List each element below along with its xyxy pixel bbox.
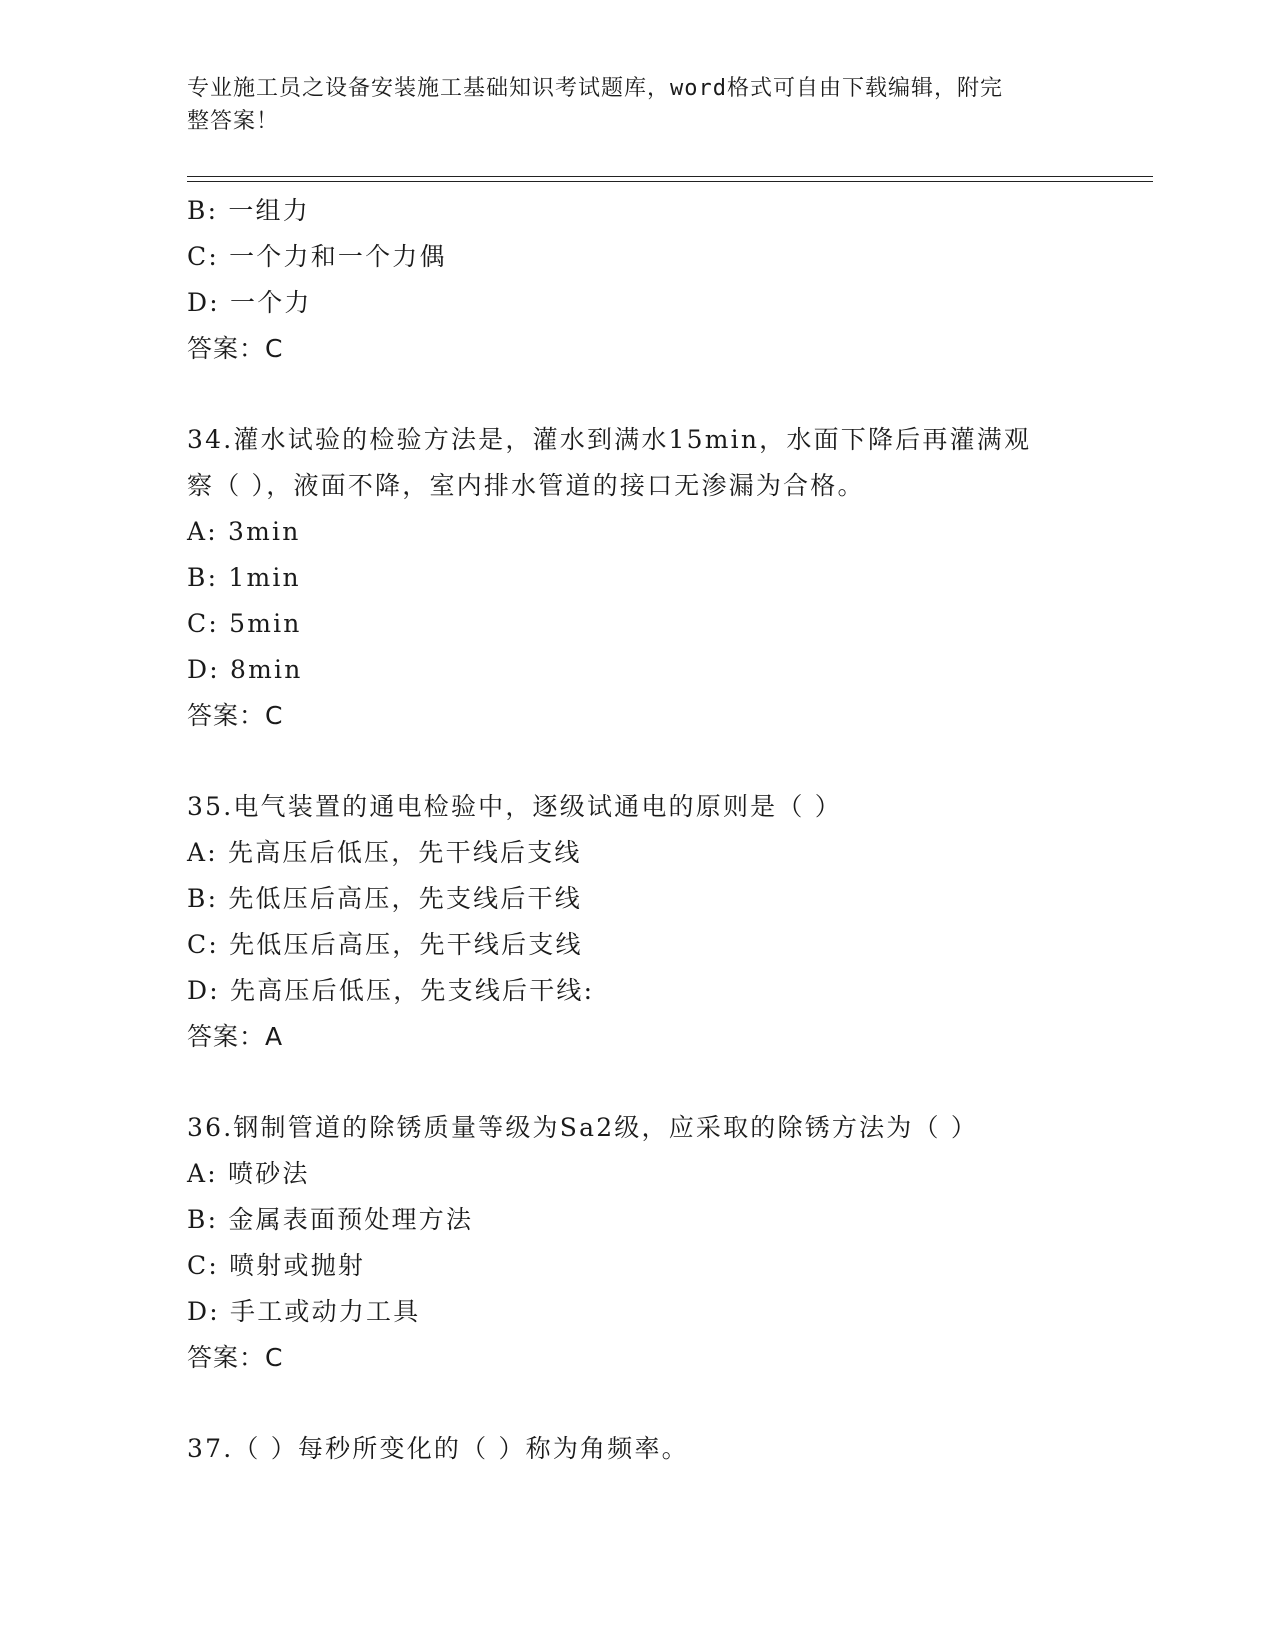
document-header [187, 72, 1067, 138]
option-a: A: 喷砂法 [187, 1159, 310, 1188]
question-stem: 34.灌水试验的检验方法是，灌水到满水15min，水面下降后再灌满观 [187, 425, 1032, 454]
question-stem: 35.电气装置的通电检验中，逐级试通电的原则是（ ） [187, 792, 842, 821]
question-37 [187, 1426, 1087, 1472]
header-line-1: 专业施工员之设备安装施工基础知识考试题库，word格式可自由下载编辑，附完 [187, 76, 1003, 101]
answer-line: 答案：C [187, 334, 284, 363]
option-d: D: 8min [187, 655, 303, 684]
answer-line: 答案：C [187, 1343, 284, 1372]
option-b: B: 先低压后高压，先支线后干线 [187, 884, 582, 913]
option-b: B: 1min [187, 563, 301, 592]
header-divider-bottom [187, 181, 1153, 182]
option-b: B: 金属表面预处理方法 [187, 1205, 474, 1234]
question-list [187, 188, 1087, 1472]
question-stem: 36.钢制管道的除锈质量等级为Sa2级，应采取的除锈方法为（ ） [187, 1113, 979, 1142]
option-d: D: 一个力 [187, 288, 312, 317]
answer-line: 答案：C [187, 701, 284, 730]
option-d: D: 先高压后低压，先支线后干线: [187, 976, 595, 1005]
option-c: C: 喷射或抛射 [187, 1251, 366, 1280]
question-34 [187, 417, 1087, 739]
option-a: A: 先高压后低压，先干线后支线 [187, 838, 582, 867]
header-line-2: 整答案！ [187, 109, 280, 134]
option-b: B: 一组力 [187, 196, 310, 225]
spacer [187, 1381, 1087, 1426]
answer-line: 答案：A [187, 1022, 284, 1051]
spacer [187, 739, 1087, 784]
question-36 [187, 1105, 1087, 1381]
question-33-tail [187, 188, 1087, 372]
option-a: A: 3min [187, 517, 301, 546]
option-c: C: 一个力和一个力偶 [187, 242, 447, 271]
question-35 [187, 784, 1087, 1060]
option-c: C: 先低压后高压，先干线后支线 [187, 930, 583, 959]
question-stem-continued: 察（ ），液面不降，室内排水管道的接口无渗漏为合格。 [187, 471, 865, 500]
spacer [187, 372, 1087, 417]
spacer [187, 1060, 1087, 1105]
option-c: C: 5min [187, 609, 302, 638]
question-stem: 37.（ ）每秒所变化的（ ）称为角频率。 [187, 1434, 689, 1463]
header-divider-top [187, 176, 1153, 177]
option-d: D: 手工或动力工具 [187, 1297, 421, 1326]
